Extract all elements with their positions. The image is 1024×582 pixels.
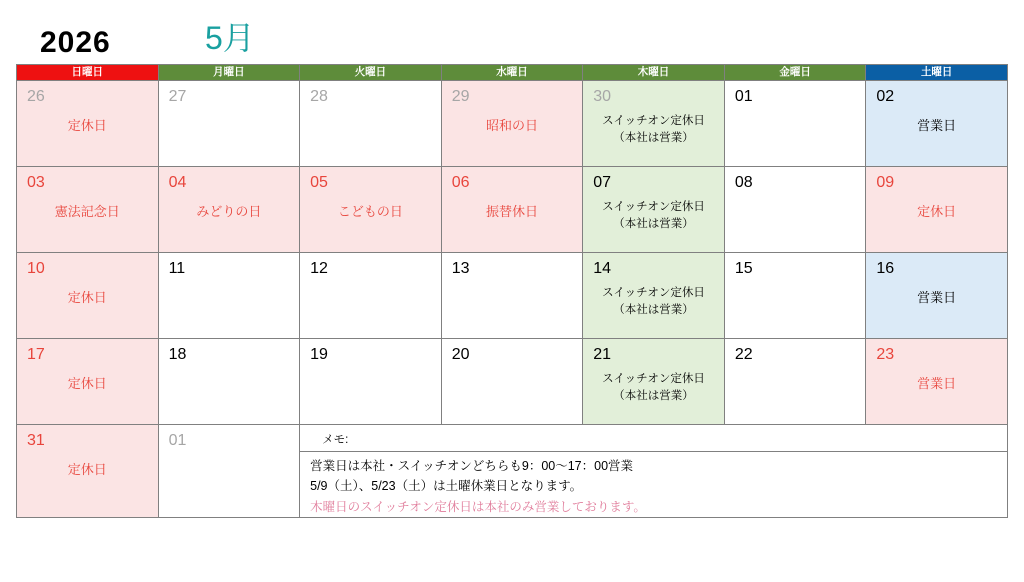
day-number: 10 [27,260,45,277]
day-cell[interactable] [158,167,300,253]
day-number: 09 [876,174,895,191]
calendar-body [17,81,1008,518]
day-cell[interactable] [724,253,866,339]
day-note: 振替休日 [485,204,538,219]
day-number: 15 [734,260,753,277]
day-note: スイッチオン定休日 [602,373,705,385]
day-cell[interactable] [158,253,300,339]
memo-area[interactable] [300,425,1008,518]
day-note-secondary: （本社は営業） [613,390,694,403]
calendar-week-row [17,425,1008,518]
day-note: 定休日 [67,462,107,477]
day-cell[interactable] [17,167,159,253]
day-note: 定休日 [67,376,107,391]
day-cell[interactable] [158,81,300,167]
day-note-secondary: （本社は営業） [613,132,694,145]
day-cell[interactable] [441,167,583,253]
day-number: 04 [168,174,187,191]
day-number: 06 [451,174,470,191]
day-cell[interactable] [441,253,583,339]
year-label: 2026 [40,26,111,59]
day-cell[interactable] [158,425,300,518]
weekday-header-thursday: 木曜日 [583,65,725,81]
day-cell[interactable] [866,81,1008,167]
day-cell[interactable] [441,339,583,425]
day-number: 16 [876,260,895,277]
day-cell[interactable] [300,167,442,253]
day-note: こどもの日 [337,204,403,219]
day-cell[interactable] [583,81,725,167]
day-number: 11 [168,260,186,277]
memo-lines [300,452,1007,517]
day-number: 21 [593,346,612,363]
day-cell[interactable] [866,253,1008,339]
day-note: スイッチオン定休日 [602,201,705,213]
day-cell[interactable] [724,339,866,425]
day-number: 07 [593,174,612,191]
day-note: 定休日 [67,290,107,305]
calendar-head [17,65,1008,81]
calendar-week-row [17,339,1008,425]
day-number: 20 [451,346,470,363]
day-cell[interactable] [17,425,159,518]
day-note: 定休日 [917,204,957,219]
day-cell[interactable] [866,167,1008,253]
day-note-secondary: （本社は営業） [613,304,694,317]
weekday-header-saturday: 土曜日 [866,65,1008,81]
weekday-header-friday: 金曜日 [724,65,866,81]
day-cell[interactable] [866,339,1008,425]
day-number: 01 [168,432,187,449]
weekday-header-wednesday: 水曜日 [441,65,583,81]
day-number: 28 [310,88,328,105]
day-number: 08 [734,174,753,191]
calendar-header [0,10,1024,60]
day-number: 05 [310,174,328,191]
day-cell[interactable] [17,339,159,425]
day-note: 営業日 [917,376,957,391]
day-note: スイッチオン定休日 [602,287,705,299]
day-number: 27 [168,88,187,105]
day-number: 30 [593,88,612,105]
day-note: 憲法記念日 [54,204,120,219]
day-number: 14 [593,260,612,277]
day-cell[interactable] [300,253,442,339]
day-number: 23 [876,346,895,363]
day-cell[interactable] [300,339,442,425]
memo-line: 営業日は本社・スイッチオンどちらも9：00〜17：00営業 [310,459,634,473]
day-number: 03 [27,174,45,191]
day-cell[interactable] [300,81,442,167]
day-cell[interactable] [724,81,866,167]
memo-title: メモ: [322,434,349,446]
day-number: 19 [310,346,328,363]
weekday-header-sunday: 日曜日 [17,65,159,81]
weekday-header-monday: 月曜日 [158,65,300,81]
day-number: 01 [734,88,753,105]
day-cell[interactable] [724,167,866,253]
day-number: 31 [27,432,45,449]
day-note: 昭和の日 [485,118,538,133]
memo-line: 木曜日のスイッチオン定休日は本社のみ営業しております。 [310,499,646,514]
day-cell[interactable] [158,339,300,425]
day-number: 22 [734,346,753,363]
calendar-table [16,64,1008,518]
day-cell[interactable] [583,339,725,425]
day-number: 29 [451,88,470,105]
calendar-week-row [17,167,1008,253]
day-note: みどりの日 [196,204,262,219]
day-number: 13 [451,260,470,277]
day-cell[interactable] [17,81,159,167]
day-cell[interactable] [583,167,725,253]
day-note: 営業日 [917,118,957,133]
weekday-header-row [17,65,1008,81]
day-cell[interactable] [583,253,725,339]
calendar-week-row [17,253,1008,339]
day-number: 17 [27,346,45,363]
memo-line: 5/9（土）、5/23（土）は土曜休業日となります。 [310,479,583,494]
day-cell[interactable] [17,253,159,339]
day-number: 12 [310,260,328,277]
day-note-secondary: （本社は営業） [613,218,694,231]
day-note: 営業日 [917,290,957,305]
day-number: 18 [168,346,187,363]
day-note: スイッチオン定休日 [602,115,705,127]
day-number: 26 [27,88,45,105]
day-note: 定休日 [67,118,107,133]
calendar-week-row [17,81,1008,167]
weekday-header-tuesday: 火曜日 [300,65,442,81]
day-number: 02 [876,88,895,105]
day-cell[interactable] [441,81,583,167]
month-label: 5月 [205,20,255,56]
